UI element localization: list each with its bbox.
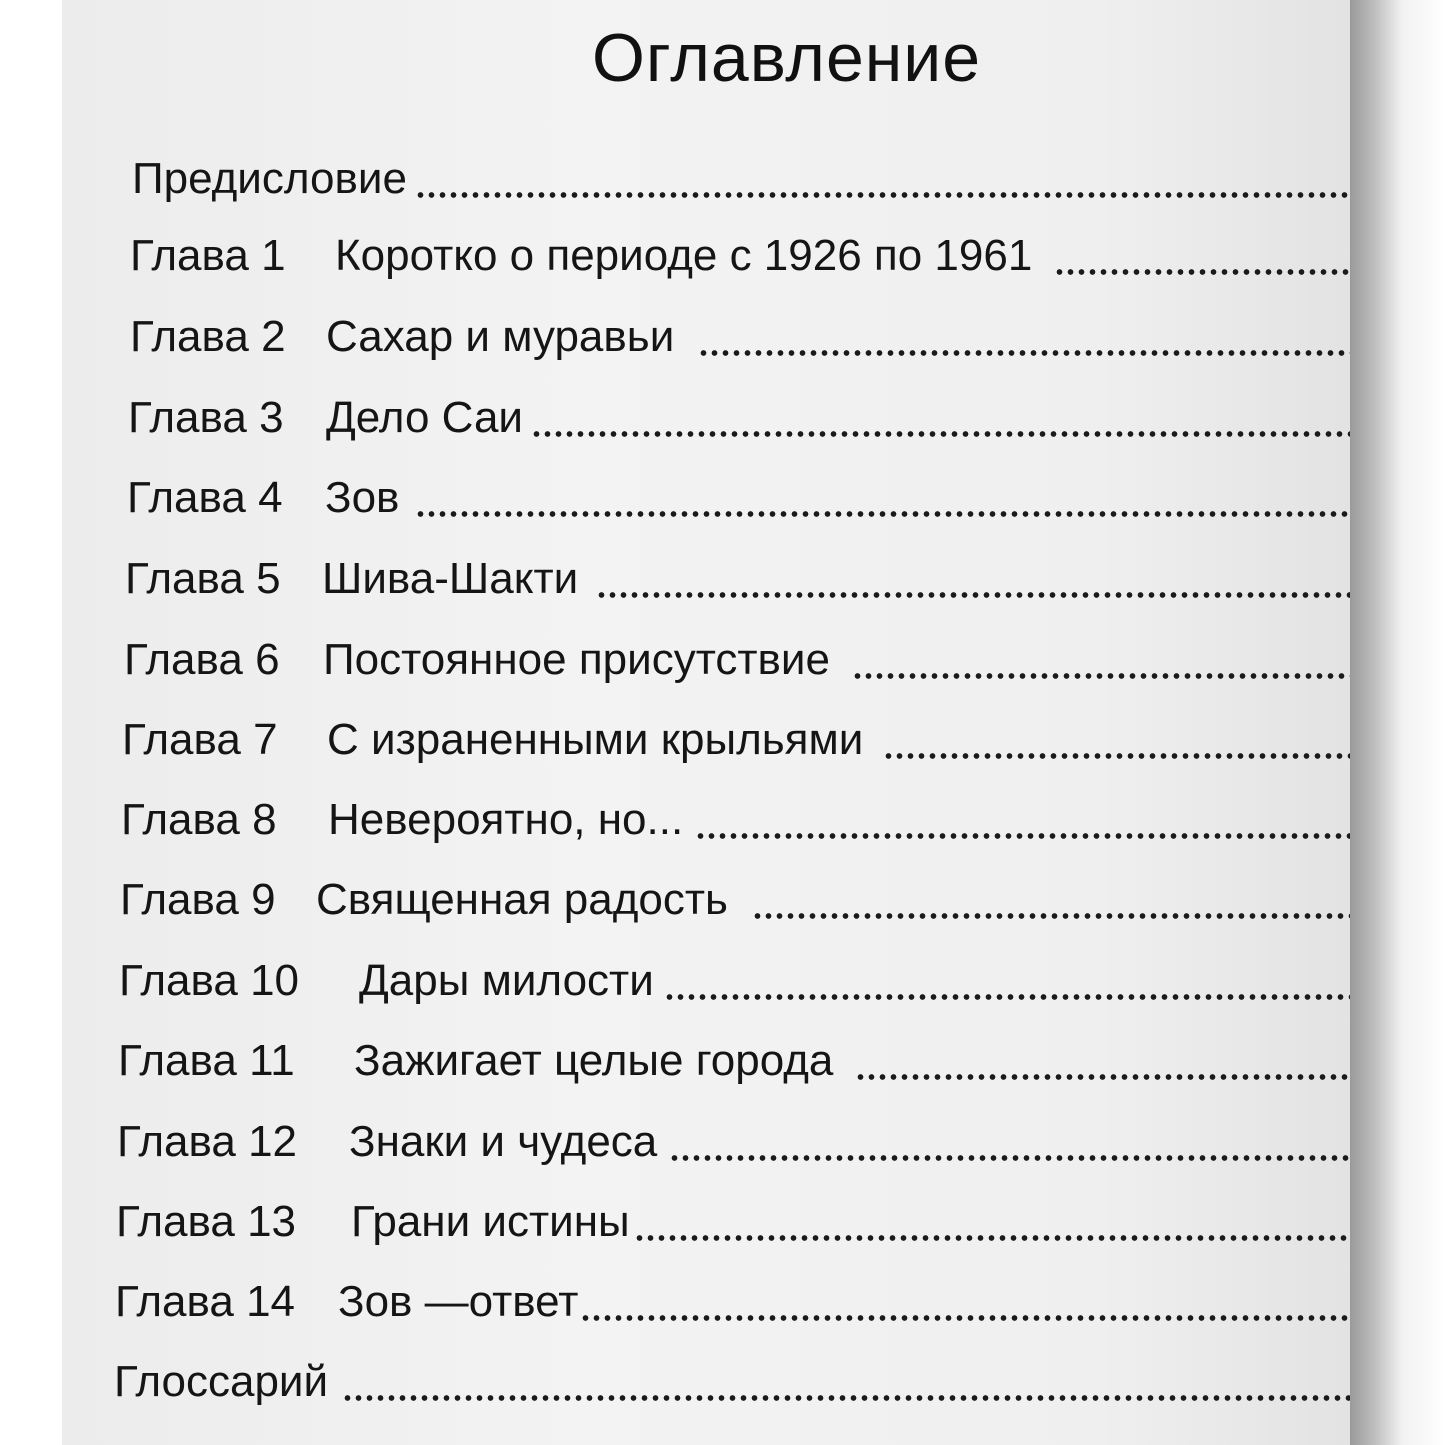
toc-entry-title: Священная радость [316, 875, 728, 924]
dot-leader [596, 591, 1357, 599]
toc-entry-label: Глава 13 [116, 1197, 297, 1246]
toc-entry-title: С израненными крыльями [327, 715, 864, 764]
toc-entry-title: Коротко о периоде с 1926 по 1961 [335, 231, 1033, 280]
table-of-contents [62, 0, 1362, 1445]
toc-entry-chapter-5 [125, 545, 1357, 605]
dot-leader [342, 1394, 1357, 1402]
toc-entry-chapter-9 [120, 866, 1357, 926]
dot-leader [664, 993, 1357, 1001]
toc-entry-title: Дело Саи [326, 393, 523, 442]
toc-entry-title: Невероятно, но... [328, 795, 684, 844]
toc-entry-preface [132, 145, 1357, 205]
toc-entry-chapter-11 [118, 1027, 1357, 1087]
toc-entry-chapter-14 [115, 1268, 1357, 1328]
book-page [62, 0, 1362, 1445]
dot-leader [752, 912, 1357, 920]
toc-entry-chapter-2 [130, 303, 1357, 363]
dot-leader [634, 1234, 1357, 1242]
dot-leader [852, 672, 1357, 680]
toc-entry-title: Знаки и чудеса [349, 1117, 658, 1166]
toc-entry-label: Глава 4 [127, 473, 283, 522]
toc-entry-title: Грани истины [351, 1197, 630, 1246]
toc-entry-label: Глава 12 [117, 1117, 298, 1166]
toc-entry-label: Глава 8 [121, 795, 277, 844]
toc-entry-label: Глава 6 [124, 635, 280, 684]
dot-leader [1054, 268, 1357, 276]
toc-entry-label: Глава 3 [128, 393, 284, 442]
toc-entry-title: Шива-Шакти [322, 554, 579, 603]
dot-leader [698, 349, 1357, 357]
toc-entry-title: Зов —ответ [338, 1277, 579, 1326]
toc-entry-title: Зажигает целые города [354, 1036, 834, 1085]
toc-entry-label: Глава 10 [119, 956, 300, 1005]
toc-entry-chapter-1 [130, 222, 1357, 282]
toc-entry-title: Зов [325, 473, 400, 522]
toc-entry-chapter-13 [116, 1188, 1357, 1248]
dot-leader [415, 191, 1357, 199]
toc-entry-chapter-7 [122, 706, 1357, 766]
toc-entry-label: Глава 9 [120, 875, 276, 924]
toc-entry-label: Глава 5 [125, 554, 281, 603]
toc-entry-glossary [114, 1348, 1357, 1408]
toc-entry-chapter-10 [119, 947, 1357, 1007]
toc-entry-chapter-4 [127, 464, 1357, 524]
dot-leader [580, 1314, 1357, 1322]
toc-entry-chapter-6 [124, 626, 1357, 686]
toc-entry-chapter-8 [121, 786, 1357, 846]
toc-entry-label: Глоссарий [114, 1357, 329, 1406]
dot-leader [531, 430, 1357, 438]
toc-entry-chapter-12 [117, 1108, 1357, 1168]
toc-entry-label: Глава 14 [115, 1277, 296, 1326]
toc-entry-title: Дары милости [359, 956, 654, 1005]
dot-leader [669, 1154, 1357, 1162]
toc-entry-label: Глава 2 [130, 312, 286, 361]
toc-entry-title: Сахар и муравьи [326, 312, 675, 361]
page-title: Оглавление [592, 20, 982, 96]
dot-leader [415, 510, 1357, 518]
toc-entry-label: Предисловие [132, 154, 407, 203]
toc-entry-label: Глава 11 [118, 1036, 295, 1085]
toc-entry-label: Глава 7 [122, 715, 278, 764]
dot-leader [695, 832, 1357, 840]
toc-entry-chapter-3 [128, 384, 1357, 444]
dot-leader [855, 1073, 1357, 1081]
toc-entry-title: Постоянное присутствие [323, 635, 830, 684]
toc-entry-label: Глава 1 [130, 231, 286, 280]
page-edge-shadow [1350, 0, 1445, 1445]
dot-leader [883, 752, 1357, 760]
